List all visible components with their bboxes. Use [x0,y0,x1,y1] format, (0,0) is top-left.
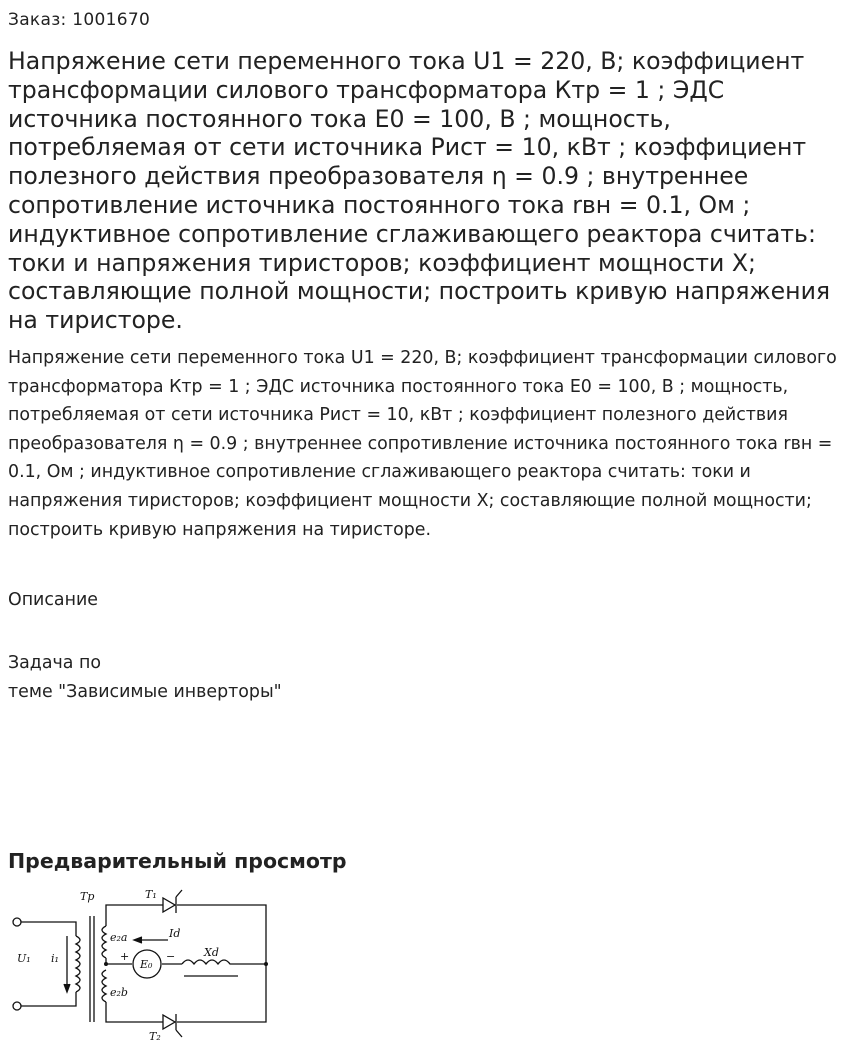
preview-image [6,880,274,1046]
task-title: Напряжение сети переменного тока U1 = 220, В; коэффициент трансформации силового трансформатора Ктр = 1 ; ЭДС источника постоянного тока Е0 = 100, В ; мощность, потребляемая от сети источника Рист = 10, кВт ; коэффициент полезного действия преобразователя η = 0.9 ; внутреннее сопротивление источника постоянного тока rвн = 0.1, Ом ; индуктивное сопротивление сглаживающего реактора считать: токи и напряжения тиристоров; коэффициент мощности Х; составляющие полной мощности; построить кривую напряжения на тиристоре. [8,47,831,335]
label-minus: − [166,950,176,963]
wire-bottom [106,963,266,1022]
task-text: Напряжение сети переменного тока U1 = 220, В; коэффициент трансформации силового трансформатора Ктр = 1 ; ЭДС источника постоянного тока Е0 = 100, В ; мощность, потребляемая от сети источника Рист = 10, кВт ; коэффициент полезного действия преобразователя η = 0.9 ; внутреннее сопротивление источника постоянного тока rвн = 0.1, Ом ; индуктивное сопротивление сглаживающего реактора считать: токи и напряжения тиристоров; коэффициент мощности Х; составляющие полной мощности; построить кривую напряжения на тиристоре. [8,348,837,540]
secondary-winding-a [102,926,106,963]
description-line-2: теме "Зависимые инверторы" [8,681,282,702]
label-current-d: Id [169,927,181,940]
description-line-1: Задача по [8,653,101,673]
wire-top [106,905,266,963]
label-current-in: i₁ [51,952,59,965]
label-voltage-in: U₁ [17,952,31,965]
order-number: Заказ: 1001670 [8,10,151,30]
label-plus: + [120,950,130,963]
label-source: E₀ [140,958,153,971]
input-wire-top [21,922,76,936]
description-heading: Описание [8,590,98,610]
junction-node [264,962,268,966]
transformer-core [90,916,94,1022]
circuit-diagram [6,880,274,1046]
reactor-xd [182,960,238,964]
label-thyristor-bottom: Т₂ [149,1030,161,1043]
label-emf-b: e₂b [110,986,128,999]
secondary-winding-b [102,970,106,1002]
label-thyristor-top: Т₁ [145,888,157,901]
description-text [8,649,408,706]
label-transformer: Тр [80,890,95,903]
input-wire-bottom [21,992,76,1006]
thyristor-top [163,890,182,913]
label-reactance: Xd [204,946,219,959]
thyristor-bottom [163,1014,182,1037]
preview-heading: Предварительный просмотр [8,849,347,873]
winding-node [104,962,108,966]
primary-winding [76,936,80,992]
input-terminal-top [13,918,21,926]
input-terminal-bottom [13,1002,21,1010]
label-emf-a: e₂a [110,931,128,944]
